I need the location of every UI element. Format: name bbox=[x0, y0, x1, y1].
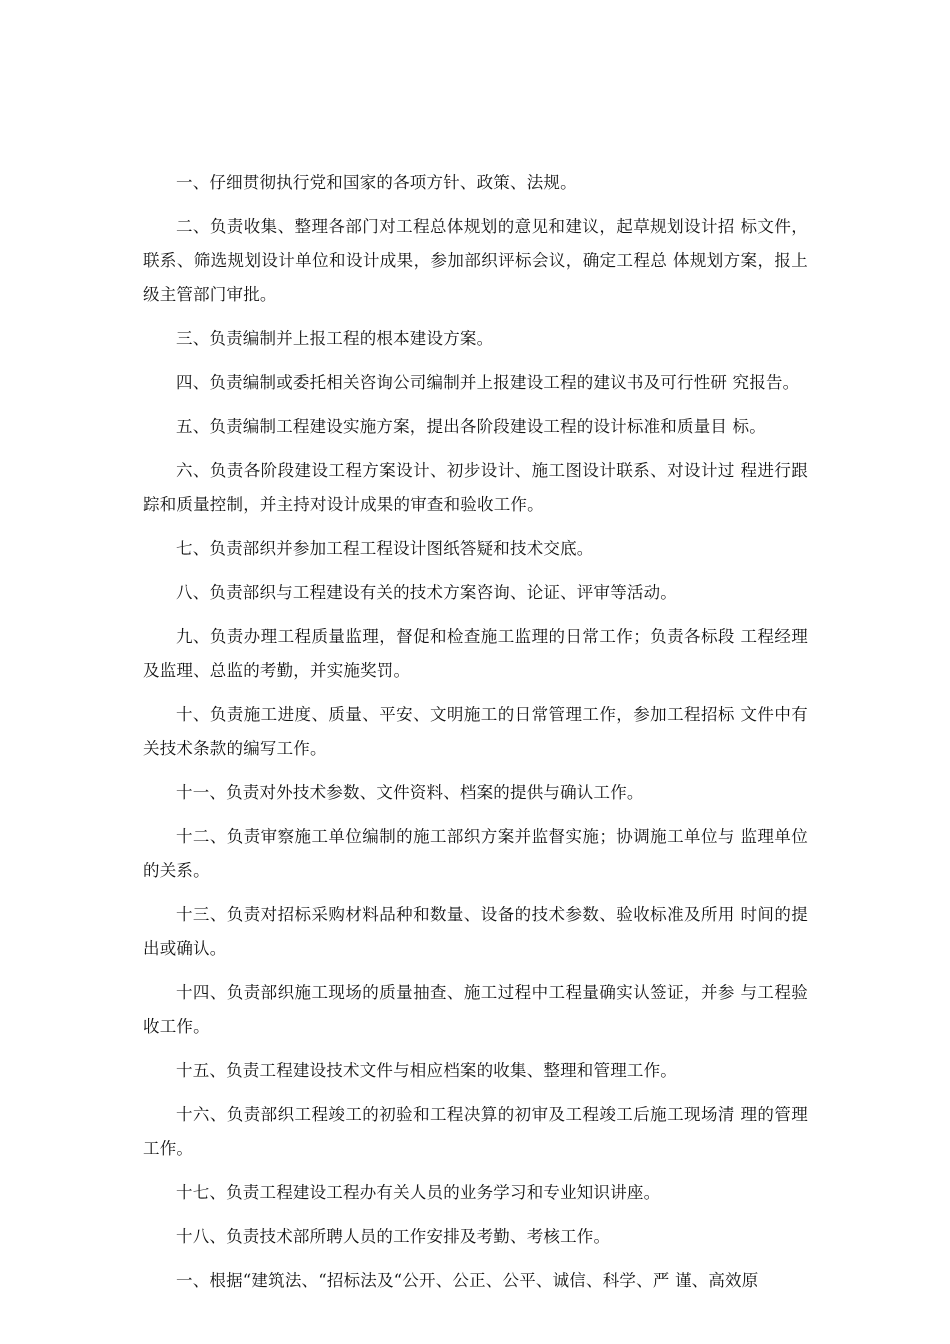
paragraph-19: 一、根据“建筑法、“招标法及“公开、公正、公平、诚信、科学、严 谨、高效原 bbox=[176, 1271, 759, 1290]
paragraph-17: 十七、负责工程建设工程办有关人员的业务学习和专业知识讲座。 bbox=[176, 1183, 661, 1202]
paragraph-10: 十、负责施工进度、质量、平安、文明施工的日常管理工作，参加工程招标 文件中有关技术条款的编写工作。 bbox=[143, 705, 808, 758]
paragraph-5: 五、负责编制工程建设实施方案，提出各阶段建设工程的设计标准和质量目 标。 bbox=[176, 417, 766, 436]
paragraph-16: 十六、负责部织工程竣工的初验和工程决算的初审及工程竣工后施工现场清 理的管理工作。 bbox=[143, 1105, 808, 1158]
paragraph-13: 十三、负责对招标采购材料品种和数量、设备的技术参数、验收标准及所用 时间的提出或确认。 bbox=[143, 905, 808, 958]
paragraph-1: 一、仔细贯彻执行党和国家的各项方针、政策、法规。 bbox=[176, 173, 577, 192]
paragraph-15: 十五、负责工程建设技术文件与相应档案的收集、整理和管理工作。 bbox=[176, 1061, 677, 1080]
paragraph-2: 二、负责收集、整理各部门对工程总体规划的意见和建议，起草规划设计招 标文件，联系、筛选规划设计单位和设计成果，参加部织评标会议，确定工程总 体规划方案，报上级主管部门审批。 bbox=[143, 217, 808, 304]
paragraph-6: 六、负责各阶段建设工程方案设计、初步设计、施工图设计联系、对设计过 程进行跟踪和质量控制，并主持对设计成果的审查和验收工作。 bbox=[143, 461, 808, 514]
paragraph-8: 八、负责部织与工程建设有关的技术方案咨询、论证、评审等活动。 bbox=[176, 583, 677, 602]
paragraph-3: 三、负责编制并上报工程的根本建设方案。 bbox=[176, 329, 494, 348]
paragraph-18: 十八、负责技术部所聘人员的工作安排及考勤、考核工作。 bbox=[176, 1227, 611, 1246]
paragraph-9: 九、负责办理工程质量监理，督促和检查施工监理的日常工作；负责各标段 工程经理及监理、总监的考勤，并实施奖罚。 bbox=[143, 627, 808, 680]
paragraph-7: 七、负责部织并参加工程工程设计图纸答疑和技术交底。 bbox=[176, 539, 594, 558]
document-body bbox=[143, 166, 808, 1308]
paragraph-11: 十一、负责对外技术参数、文件资料、档案的提供与确认工作。 bbox=[176, 783, 644, 802]
paragraph-4: 四、负责编制或委托相关咨询公司编制并上报建设工程的建议书及可行性研 究报告。 bbox=[176, 373, 800, 392]
paragraph-14: 十四、负责部织施工现场的质量抽查、施工过程中工程量确实认签证，并参 与工程验收工作。 bbox=[143, 983, 808, 1036]
paragraph-12: 十二、负责审察施工单位编制的施工部织方案并监督实施；协调施工单位与 监理单位的关系。 bbox=[143, 827, 808, 880]
